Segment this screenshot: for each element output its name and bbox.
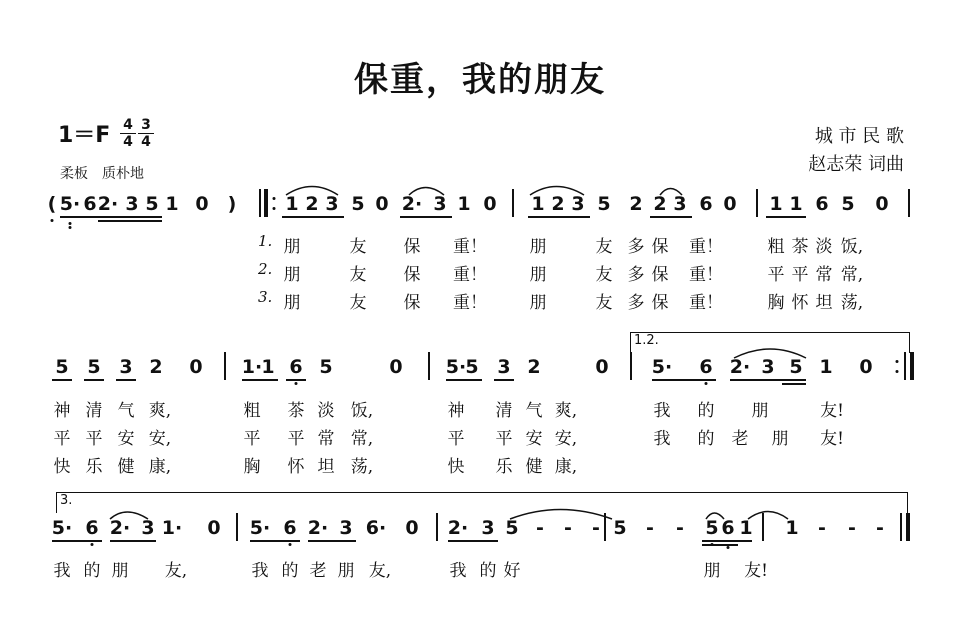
lyric-syllable: 爽, (148, 401, 172, 421)
lyric-syllable: 平 (447, 429, 465, 449)
verse-number: 3. (258, 288, 273, 306)
lyric-syllable: 朋 (337, 561, 355, 581)
slur (409, 188, 444, 196)
lyric-syllable: 朋 (771, 429, 789, 449)
jianpu-note: 1· (161, 517, 183, 539)
jianpu-note: 1 (261, 356, 275, 378)
jianpu-note: 3 (481, 517, 495, 539)
jianpu-note: 3 (571, 193, 585, 215)
lyric-syllable: 平 (85, 429, 103, 449)
lyric-syllable: 朋 (283, 237, 301, 257)
lyric-syllable: 朋 (529, 237, 547, 257)
lyric-syllable: 的 (697, 429, 715, 449)
verse-number: 1. (258, 232, 273, 250)
lyric-syllable: 平 (495, 429, 513, 449)
jianpu-note: 5 (55, 356, 69, 378)
lyric-syllable: 常 (815, 265, 833, 285)
lyric-syllable: 朋 (529, 265, 547, 285)
lyric-syllable: 神 (53, 401, 71, 421)
jianpu-note: 1 (769, 193, 783, 215)
lyric-syllable: 友! (744, 561, 768, 581)
jianpu-note: 0 (859, 356, 873, 378)
lyric-syllable: 淡 (317, 401, 335, 421)
jianpu-note: 0 (405, 517, 419, 539)
volta-first-label: 1.2. (634, 333, 659, 348)
lyric-syllable: 朋 (751, 401, 769, 421)
jianpu-note: - (536, 517, 544, 539)
lyric-syllable: 乐 (85, 457, 103, 477)
jianpu-note: 0 (483, 193, 497, 215)
verse-number: 2. (258, 260, 273, 278)
jianpu-note: 6 (289, 356, 303, 378)
jianpu-note: 3 (761, 356, 775, 378)
slur (510, 510, 612, 520)
lyric-syllable: 朋 (283, 293, 301, 313)
lyric-syllable: 友! (820, 429, 844, 449)
lyric-syllable: 我 (449, 561, 467, 581)
lyric-syllable: 重！ (689, 293, 723, 313)
jianpu-note: 5 (705, 517, 719, 539)
jianpu-note: - (848, 517, 856, 539)
lyric-syllable: 朋 (529, 293, 547, 313)
lyric-syllable: 重！ (689, 265, 723, 285)
jianpu-note: 2· (109, 517, 131, 539)
jianpu-note: 5 (465, 356, 479, 378)
lyric-syllable: 清 (85, 401, 103, 421)
lyric-syllable: 淡 (815, 237, 833, 257)
jianpu-note: 0 (195, 193, 209, 215)
lyric-syllable: 饭, (840, 237, 864, 257)
jianpu-note: 3 (673, 193, 687, 215)
lyric-syllable: 友! (820, 401, 844, 421)
jianpu-note: 1 (819, 356, 833, 378)
jianpu-note: 0 (207, 517, 221, 539)
jianpu-note: - (676, 517, 684, 539)
lyric-syllable: 健 (525, 457, 543, 477)
volta-second-label: 3. (60, 493, 73, 508)
lyric-syllable: 常, (350, 429, 374, 449)
jianpu-note: 0 (389, 356, 403, 378)
jianpu-note: 3 (125, 193, 139, 215)
slur (660, 189, 682, 196)
jianpu-note: - (818, 517, 826, 539)
jianpu-note: 2· (307, 517, 329, 539)
lyric-syllable: 朋 (703, 561, 721, 581)
lyric-syllable: 常, (840, 265, 864, 285)
jianpu-note: 1 (165, 193, 179, 215)
lyric-syllable: 快 (447, 457, 465, 477)
jianpu-note: 5· (249, 517, 271, 539)
jianpu-note: 2 (149, 356, 163, 378)
lyric-syllable: 平 (767, 265, 785, 285)
jianpu-note: 5· (59, 193, 81, 215)
slur (530, 187, 584, 196)
lyric-syllable: 爽, (554, 401, 578, 421)
author-credit: 赵志荣 词曲 (808, 154, 904, 175)
jianpu-note: 3 (339, 517, 353, 539)
jianpu-note: 2 (527, 356, 541, 378)
lyric-syllable: 安, (148, 429, 172, 449)
jianpu-note: 2· (447, 517, 469, 539)
lyric-syllable: 清 (495, 401, 513, 421)
jianpu-note: 6 (815, 193, 829, 215)
jianpu-note: - (646, 517, 654, 539)
lyric-syllable: 我 (653, 401, 671, 421)
lyric-syllable: 粗 (767, 237, 785, 257)
lyric-syllable: 老 (731, 429, 749, 449)
slur (110, 512, 148, 519)
lyric-syllable: 的 (83, 561, 101, 581)
lyric-syllable: 友 (349, 237, 367, 257)
lyric-syllable: 保 (651, 265, 669, 285)
jianpu-note: 5· (445, 356, 467, 378)
lyric-syllable: 我 (251, 561, 269, 581)
jianpu-note: 3 (141, 517, 155, 539)
lyric-syllable: 多 (627, 265, 645, 285)
lyric-syllable: 我 (653, 429, 671, 449)
slur (734, 349, 806, 358)
lyric-syllable: 粗 (243, 401, 261, 421)
lyric-syllable: 重！ (453, 293, 487, 313)
time-signature-a: 4 4 (120, 118, 136, 149)
jianpu-note: 2 (551, 193, 565, 215)
jianpu-note: ( (47, 193, 57, 215)
lyric-syllable: 茶 (791, 237, 809, 257)
lyric-syllable: 康, (554, 457, 578, 477)
lyric-syllable: 乐 (495, 457, 513, 477)
lyric-syllable: 饭, (350, 401, 374, 421)
lyric-syllable: 保 (651, 237, 669, 257)
lyric-syllable: 荡, (350, 457, 374, 477)
lyric-syllable: 安 (525, 429, 543, 449)
lyric-syllable: 健 (117, 457, 135, 477)
jianpu-note: 2· (729, 356, 751, 378)
lyric-syllable: 坦 (815, 293, 833, 313)
lyric-syllable: 友 (595, 265, 613, 285)
lyric-syllable: 怀 (791, 293, 809, 313)
lyric-syllable: 友, (368, 561, 392, 581)
lyric-syllable: 友, (164, 561, 188, 581)
lyric-syllable: 好 (503, 561, 521, 581)
lyric-syllable: 平 (53, 429, 71, 449)
lyric-syllable: 朋 (111, 561, 129, 581)
lyric-syllable: 安 (117, 429, 135, 449)
jianpu-note: 1 (739, 517, 753, 539)
jianpu-note: 1 (789, 193, 803, 215)
lyric-syllable: 气 (117, 401, 135, 421)
jianpu-note: 5 (613, 517, 627, 539)
lyric-syllable: 的 (281, 561, 299, 581)
lyric-syllable: 荡, (840, 293, 864, 313)
jianpu-note: 2 (629, 193, 643, 215)
lyric-syllable: 胸 (767, 293, 785, 313)
lyric-syllable: 老 (309, 561, 327, 581)
lyric-syllable: 保 (651, 293, 669, 313)
song-title: 保重，我的朋友 (354, 60, 606, 100)
jianpu-note: 6 (699, 193, 713, 215)
slur (748, 512, 788, 520)
jianpu-note: 6 (721, 517, 735, 539)
lyric-syllable: 保 (403, 237, 421, 257)
lyric-syllable: 友 (595, 237, 613, 257)
jianpu-note: 5 (145, 193, 159, 215)
lyric-syllable: 友 (595, 293, 613, 313)
key-signature: 1＝F (58, 123, 111, 148)
jianpu-note: ) (227, 193, 237, 215)
jianpu-note: 2· (401, 193, 423, 215)
jianpu-note: 3 (119, 356, 133, 378)
lyric-syllable: 重！ (453, 265, 487, 285)
lyric-syllable: 重！ (453, 237, 487, 257)
jianpu-note: 2 (653, 193, 667, 215)
jianpu-note: 5· (51, 517, 73, 539)
jianpu-note: 1· (241, 356, 263, 378)
lyric-syllable: 神 (447, 401, 465, 421)
jianpu-note: - (564, 517, 572, 539)
lyric-syllable: 怀 (287, 457, 305, 477)
jianpu-note: 6 (283, 517, 297, 539)
lyric-syllable: 的 (479, 561, 497, 581)
lyric-syllable: 胸 (243, 457, 261, 477)
jianpu-note: 2 (305, 193, 319, 215)
jianpu-note: 6 (83, 193, 97, 215)
lyric-syllable: 茶 (287, 401, 305, 421)
lyric-syllable: 朋 (283, 265, 301, 285)
jianpu-note: 5 (87, 356, 101, 378)
jianpu-note: 1 (285, 193, 299, 215)
jianpu-note: 0 (875, 193, 889, 215)
jianpu-note: 3 (325, 193, 339, 215)
jianpu-note: 5 (841, 193, 855, 215)
slur (286, 187, 338, 196)
jianpu-note: 3 (497, 356, 511, 378)
jianpu-note: - (592, 517, 600, 539)
jianpu-note: 0 (723, 193, 737, 215)
jianpu-note: 6 (699, 356, 713, 378)
jianpu-note: 5 (319, 356, 333, 378)
lyric-syllable: 常 (317, 429, 335, 449)
lyric-syllable: 气 (525, 401, 543, 421)
jianpu-note: 1 (457, 193, 471, 215)
jianpu-note: 2· (97, 193, 119, 215)
jianpu-note: - (876, 517, 884, 539)
jianpu-note: 1 (531, 193, 545, 215)
lyric-syllable: 多 (627, 293, 645, 313)
lyric-syllable: 的 (697, 401, 715, 421)
jianpu-note: 5 (597, 193, 611, 215)
lyric-syllable: 平 (791, 265, 809, 285)
jianpu-note: 0 (375, 193, 389, 215)
lyric-syllable: 安, (554, 429, 578, 449)
lyric-syllable: 平 (287, 429, 305, 449)
lyric-syllable: 我 (53, 561, 71, 581)
lyric-syllable: 友 (349, 265, 367, 285)
lyric-syllable: 坦 (317, 457, 335, 477)
tempo-marking: 柔板 质朴地 (60, 166, 144, 182)
lyric-syllable: 友 (349, 293, 367, 313)
lyric-syllable: 平 (243, 429, 261, 449)
genre-credit: 城 市 民 歌 (814, 126, 904, 147)
jianpu-note: 3 (433, 193, 447, 215)
jianpu-note: 5 (351, 193, 365, 215)
jianpu-note: 5 (789, 356, 803, 378)
jianpu-note: 0 (189, 356, 203, 378)
lyric-syllable: 康, (148, 457, 172, 477)
lyric-syllable: 快 (53, 457, 71, 477)
lyric-syllable: 保 (403, 265, 421, 285)
jianpu-note: 5· (651, 356, 673, 378)
lyric-syllable: 重！ (689, 237, 723, 257)
lyric-syllable: 多 (627, 237, 645, 257)
jianpu-note: 0 (595, 356, 609, 378)
jianpu-note: 5 (505, 517, 519, 539)
jianpu-note: 6· (365, 517, 387, 539)
time-signature-b: 3 4 (138, 118, 154, 149)
slur (706, 513, 724, 519)
jianpu-note: 1 (785, 517, 799, 539)
jianpu-note: 6 (85, 517, 99, 539)
lyric-syllable: 保 (403, 293, 421, 313)
